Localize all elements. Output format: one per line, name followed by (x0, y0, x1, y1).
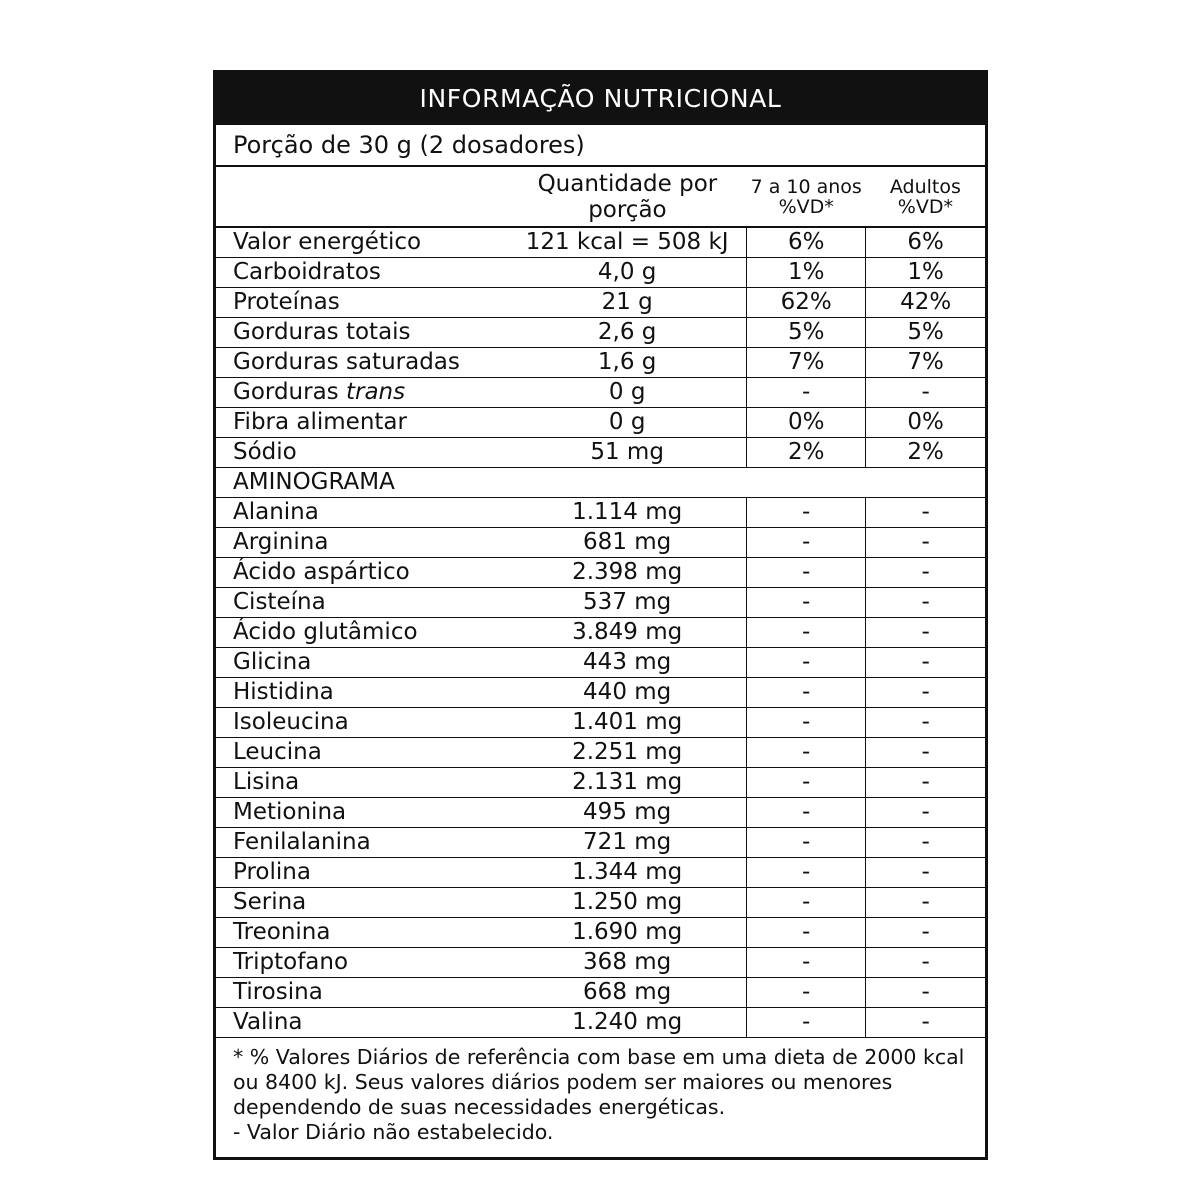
row-vd-children: - (747, 618, 866, 648)
section-header-label: AMINOGRAMA (216, 468, 985, 498)
row-amount: 681 mg (508, 528, 746, 558)
row-nutrient-name: Alanina (216, 498, 508, 528)
row-vd-adults: - (866, 948, 985, 978)
row-vd-adults: 5% (866, 318, 985, 348)
row-vd-children: 2% (747, 438, 866, 468)
table-row (216, 708, 985, 738)
row-vd-adults: - (866, 1008, 985, 1038)
row-nutrient-name: Valor energético (216, 227, 508, 258)
row-vd-adults: 42% (866, 288, 985, 318)
header-vd-children (747, 167, 866, 227)
table-row (216, 828, 985, 858)
row-amount: 2.251 mg (508, 738, 746, 768)
header-vd-adults (866, 167, 985, 227)
row-vd-children: - (747, 858, 866, 888)
row-nutrient-name: Histidina (216, 678, 508, 708)
row-amount: 1.401 mg (508, 708, 746, 738)
row-amount: 1.114 mg (508, 498, 746, 528)
serving-size-text: Porção de 30 g (2 dosadores) (216, 125, 985, 167)
row-vd-adults: - (866, 888, 985, 918)
row-amount: 1,6 g (508, 348, 746, 378)
row-vd-children: - (747, 498, 866, 528)
row-nutrient-name: Carboidratos (216, 258, 508, 288)
row-vd-children: - (747, 678, 866, 708)
row-amount: 495 mg (508, 798, 746, 828)
row-nutrient-name: Treonina (216, 918, 508, 948)
row-amount: 0 g (508, 408, 746, 438)
row-nutrient-name: Proteínas (216, 288, 508, 318)
row-vd-adults: 6% (866, 227, 985, 258)
table-row (216, 288, 985, 318)
row-nutrient-name: Gorduras saturadas (216, 348, 508, 378)
table-row (216, 498, 985, 528)
row-vd-adults: - (866, 798, 985, 828)
row-amount: 121 kcal = 508 kJ (508, 227, 746, 258)
row-vd-children: 7% (747, 348, 866, 378)
row-amount: 2.398 mg (508, 558, 746, 588)
table-row (216, 438, 985, 468)
table-row (216, 768, 985, 798)
table-row (216, 1008, 985, 1038)
row-vd-adults: - (866, 918, 985, 948)
row-vd-adults: - (866, 558, 985, 588)
row-vd-children: 62% (747, 288, 866, 318)
row-amount: 368 mg (508, 948, 746, 978)
header-amount-per-serving: Quantidade por porção (508, 167, 746, 227)
table-row (216, 978, 985, 1008)
row-vd-children: - (747, 1008, 866, 1038)
row-amount: 2.131 mg (508, 768, 746, 798)
row-vd-children: - (747, 528, 866, 558)
row-vd-children: - (747, 768, 866, 798)
section-header-aminograma (216, 468, 985, 498)
row-nutrient-name: Valina (216, 1008, 508, 1038)
row-vd-adults: 2% (866, 438, 985, 468)
table-row (216, 378, 985, 408)
row-vd-children: - (747, 948, 866, 978)
row-nutrient-name: Arginina (216, 528, 508, 558)
table-row (216, 948, 985, 978)
row-amount: 2,6 g (508, 318, 746, 348)
row-vd-adults: 1% (866, 258, 985, 288)
row-vd-adults: - (866, 768, 985, 798)
nutrition-table-body (216, 167, 985, 1038)
row-vd-children: - (747, 828, 866, 858)
header-vd-adults-line2: %VD* (897, 195, 953, 218)
row-vd-children: - (747, 708, 866, 738)
header-vd-children-line1: 7 a 10 anos (750, 175, 862, 198)
row-amount: 0 g (508, 378, 746, 408)
row-vd-adults: 0% (866, 408, 985, 438)
row-vd-children: - (747, 378, 866, 408)
table-row (216, 618, 985, 648)
row-vd-children: 6% (747, 227, 866, 258)
row-vd-adults: - (866, 618, 985, 648)
row-nutrient-name-trans: trans (345, 379, 406, 405)
row-vd-children: - (747, 798, 866, 828)
row-vd-adults: - (866, 738, 985, 768)
row-nutrient-name: Metionina (216, 798, 508, 828)
table-row (216, 918, 985, 948)
table-row (216, 318, 985, 348)
row-vd-adults: - (866, 828, 985, 858)
table-row (216, 738, 985, 768)
row-nutrient-name: Gorduras totais (216, 318, 508, 348)
footnote-not-established: - Valor Diário não estabelecido. (233, 1120, 554, 1144)
nutrition-table (216, 167, 985, 1038)
row-vd-children: - (747, 588, 866, 618)
row-nutrient-name: Sódio (216, 438, 508, 468)
row-nutrient-name: Fenilalanina (216, 828, 508, 858)
row-vd-children: 0% (747, 408, 866, 438)
row-nutrient-name: Leucina (216, 738, 508, 768)
footnotes (216, 1038, 985, 1157)
row-amount: 1.344 mg (508, 858, 746, 888)
row-nutrient-name-prefix: Gorduras (233, 379, 346, 405)
table-row (216, 258, 985, 288)
table-row (216, 588, 985, 618)
row-vd-adults: - (866, 978, 985, 1008)
panel-title: INFORMAÇÃO NUTRICIONAL (216, 73, 985, 125)
table-row (216, 408, 985, 438)
row-nutrient-name: Cisteína (216, 588, 508, 618)
row-vd-adults: - (866, 498, 985, 528)
footnote-daily-values: * % Valores Diários de referência com base em uma dieta de 2000 kcal ou 8400 kJ. Seus valores diários podem ser maiores ou menores dependendo de suas necessidades energéticas. (233, 1045, 965, 1119)
row-amount: 440 mg (508, 678, 746, 708)
row-amount: 1.240 mg (508, 1008, 746, 1038)
row-vd-children: - (747, 738, 866, 768)
row-vd-adults: - (866, 378, 985, 408)
table-header-row (216, 167, 985, 227)
row-amount: 668 mg (508, 978, 746, 1008)
table-row (216, 888, 985, 918)
row-vd-children: - (747, 558, 866, 588)
row-vd-adults: - (866, 678, 985, 708)
row-nutrient-name: Serina (216, 888, 508, 918)
header-vd-adults-line1: Adultos (889, 175, 961, 198)
table-row (216, 227, 985, 258)
row-amount: 51 mg (508, 438, 746, 468)
row-nutrient-name: Lisina (216, 768, 508, 798)
row-nutrient-name (216, 378, 508, 408)
row-vd-children: - (747, 888, 866, 918)
row-vd-children: - (747, 648, 866, 678)
row-nutrient-name: Fibra alimentar (216, 408, 508, 438)
row-amount: 21 g (508, 288, 746, 318)
row-nutrient-name: Isoleucina (216, 708, 508, 738)
row-vd-adults: - (866, 648, 985, 678)
row-amount: 443 mg (508, 648, 746, 678)
table-row (216, 678, 985, 708)
row-vd-children: - (747, 918, 866, 948)
row-vd-adults: - (866, 708, 985, 738)
table-row (216, 528, 985, 558)
table-row (216, 858, 985, 888)
row-vd-adults: 7% (866, 348, 985, 378)
row-amount: 537 mg (508, 588, 746, 618)
row-nutrient-name: Prolina (216, 858, 508, 888)
row-vd-children: 1% (747, 258, 866, 288)
table-row (216, 558, 985, 588)
row-nutrient-name: Triptofano (216, 948, 508, 978)
row-amount: 1.690 mg (508, 918, 746, 948)
header-blank (216, 167, 508, 227)
row-amount: 721 mg (508, 828, 746, 858)
row-vd-children: - (747, 978, 866, 1008)
row-nutrient-name: Ácido glutâmico (216, 618, 508, 648)
row-nutrient-name: Tirosina (216, 978, 508, 1008)
row-nutrient-name: Ácido aspártico (216, 558, 508, 588)
row-vd-adults: - (866, 858, 985, 888)
header-vd-children-line2: %VD* (778, 195, 834, 218)
row-amount: 1.250 mg (508, 888, 746, 918)
row-nutrient-name: Glicina (216, 648, 508, 678)
table-row (216, 348, 985, 378)
table-row (216, 648, 985, 678)
nutrition-facts-panel (213, 70, 988, 1160)
row-vd-adults: - (866, 528, 985, 558)
row-amount: 4,0 g (508, 258, 746, 288)
table-row (216, 798, 985, 828)
row-vd-adults: - (866, 588, 985, 618)
row-amount: 3.849 mg (508, 618, 746, 648)
row-vd-children: 5% (747, 318, 866, 348)
